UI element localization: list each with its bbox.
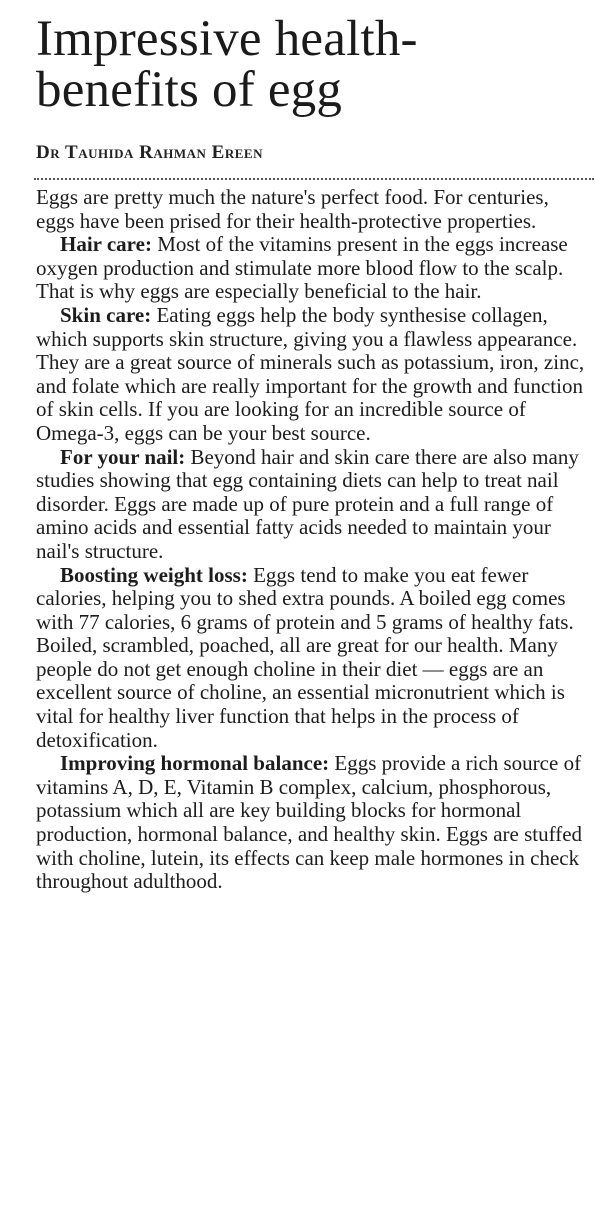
section-hair-care xyxy=(36,233,591,304)
section-nail xyxy=(36,446,591,564)
dotted-divider xyxy=(34,178,594,180)
section-heading: For your nail: xyxy=(60,444,186,469)
section-text: Eggs tend to make you eat fewer calories, helping you to shed extra pounds. A boiled egg comes with 77 calories, 6 grams of protein and 5 grams of healthy fats. Boiled, scrambled, poached, all are great for our health. Many people do not get enough choline in their diet — eggs are an excellent source of choline, an essential micronutrient which is vital for healthy liver function that helps in the process of detoxification. xyxy=(36,562,574,752)
section-heading: Hair care: xyxy=(60,232,152,257)
headline-line-1: Impressive health- xyxy=(36,11,418,67)
section-text: Beyond hair and skin care there are also many studies showing that egg containing diets can help to treat nail disorder. Eggs are made up of pure protein and a full range of amino acids and essential fatty acids needed to maintain your nail's structure. xyxy=(36,444,579,563)
section-heading: Skin care: xyxy=(60,302,152,327)
byline: Dr Tauhida Rahman Ereen xyxy=(36,142,263,163)
section-heading: Improving hormonal balance: xyxy=(60,751,330,776)
section-text: Eggs provide a rich source of vitamins A, D, E, Vitamin B complex, calcium, phosphorous, potassium which all are key building blocks for hormonal production, hormonal balance, and healthy skin. Eggs are stuffed with choline, lutein, its effects can keep male hormones in check throughout adulthood. xyxy=(36,751,583,894)
section-text: Most of the vitamins present in the eggs increase oxygen production and stimulate more blood flow to the scalp. That is why eggs are especially beneficial to the hair. xyxy=(36,232,568,304)
section-skin-care xyxy=(36,304,591,446)
section-weight-loss xyxy=(36,564,591,753)
intro-paragraph: Eggs are pretty much the nature's perfect food. For centuries, eggs have been prised for their health-protective properties. xyxy=(36,185,549,233)
section-text: Eating eggs help the body synthesise collagen, which supports skin structure, giving you a flawless appearance. They are a great source of minerals such as potassium, iron, zinc, and folate which are really important for the growth and function of skin cells. If you are looking for an incredible source of Omega-3, eggs can be your best source. xyxy=(36,302,585,445)
article-body xyxy=(36,186,591,894)
headline xyxy=(36,11,594,118)
section-heading: Boosting weight loss: xyxy=(60,562,248,587)
section-hormonal-balance xyxy=(36,752,591,894)
headline-line-2: benefits of egg xyxy=(36,62,343,118)
